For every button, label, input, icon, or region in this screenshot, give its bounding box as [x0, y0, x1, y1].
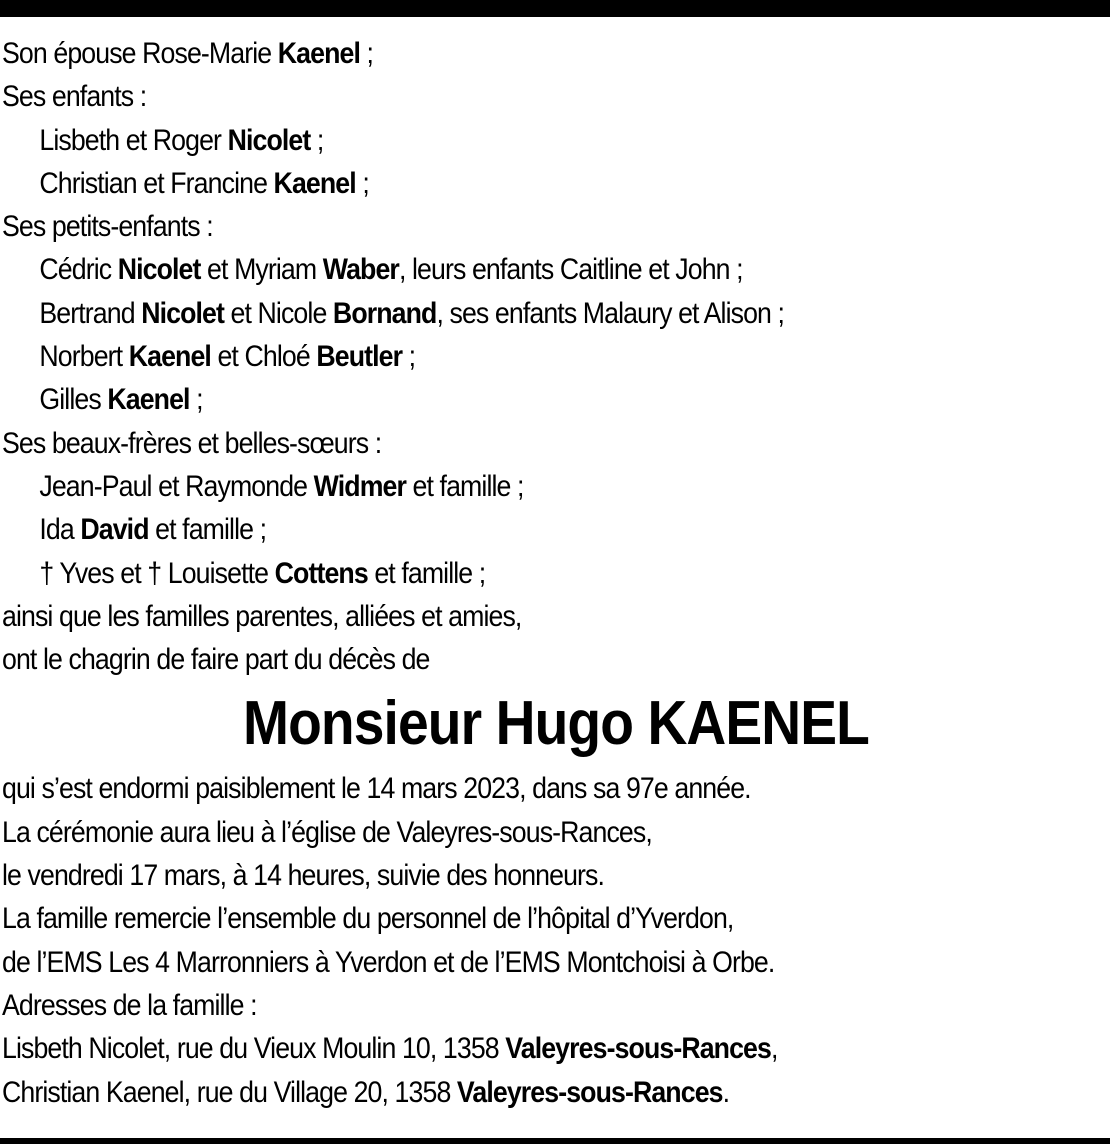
surname: Bornand	[332, 296, 437, 330]
grandchild-line	[2, 378, 1106, 421]
detail-line: de l’EMS Les 4 Marronniers à Yverdon et de l’EMS Montchoisi à Orbe.	[2, 945, 775, 979]
surname: Kaenel	[277, 37, 361, 70]
surname: David	[80, 513, 149, 547]
inlaw-line	[2, 465, 1106, 508]
text: ,	[770, 1032, 778, 1066]
grandchild-line	[2, 248, 1106, 291]
surname: Waber	[322, 253, 399, 287]
text: Christian et Francine	[39, 166, 274, 200]
text: ;	[355, 166, 369, 200]
surname: Beutler	[316, 340, 403, 374]
inlaw-line	[2, 552, 1106, 595]
spouse-line	[2, 32, 1106, 75]
grandchild-line	[2, 335, 1106, 378]
obituary-notice	[2, 32, 1106, 1114]
detail-line: La famille remercie l’ensemble du personnel de l’hôpital d’Yverdon,	[2, 902, 734, 936]
detail-line: Adresses de la famille :	[2, 988, 257, 1022]
child-line	[2, 162, 1106, 205]
child-line	[2, 119, 1106, 162]
text: et Nicole	[223, 296, 333, 330]
grandchildren-label: Ses petits-enfants :	[2, 210, 213, 244]
detail-line: La cérémonie aura lieu à l’église de Valeyres-sous-Rances,	[2, 815, 652, 849]
text: Christian Kaenel, rue du Village 20, 1358	[2, 1075, 457, 1109]
detail-line: le vendredi 17 mars, à 14 heures, suivie des honneurs.	[2, 859, 605, 893]
bottom-rule	[0, 1138, 1110, 1144]
closing-line: ainsi que les familles parentes, alliées et amies,	[2, 599, 522, 633]
address-line	[2, 1027, 1106, 1070]
surname: Kaenel	[107, 383, 190, 417]
text: ;	[310, 123, 324, 157]
text: , leurs enfants Caitline et John ;	[398, 253, 743, 287]
surname: Nicolet	[227, 123, 311, 157]
text: et famille ;	[406, 469, 524, 503]
surname: Nicolet	[117, 253, 201, 287]
locality: Valeyres-sous-Rances	[505, 1032, 771, 1066]
text: † Yves et † Louisette	[39, 556, 275, 590]
top-rule	[0, 0, 1110, 17]
text: et Chloé	[210, 340, 317, 374]
text: Bertrand	[39, 296, 142, 330]
surname: Kaenel	[128, 340, 211, 374]
grandchild-line	[2, 292, 1106, 335]
text: Cédric	[39, 253, 118, 287]
text: ;	[402, 340, 416, 374]
surname: Kaenel	[273, 166, 356, 200]
text: ;	[189, 383, 203, 417]
text: Son épouse Rose-Marie	[2, 37, 278, 70]
inlaws-label: Ses beaux-frères et belles-sœurs :	[2, 426, 382, 460]
surname: Cottens	[274, 556, 368, 590]
inlaw-line	[2, 508, 1106, 551]
locality: Valeyres-sous-Rances	[456, 1075, 723, 1109]
surname: Nicolet	[141, 296, 224, 330]
text: Lisbeth Nicolet, rue du Vieux Moulin 10, 1358	[2, 1032, 506, 1066]
detail-line: qui s’est endormi paisiblement le 14 mars 2023, dans sa 97e année.	[2, 772, 751, 806]
text: .	[722, 1075, 730, 1109]
text: Ida	[39, 513, 81, 547]
surname: Widmer	[313, 469, 407, 503]
children-label: Ses enfants :	[2, 80, 147, 114]
text: Norbert	[39, 340, 129, 374]
text: Lisbeth et Roger	[39, 123, 228, 157]
deceased-name: Monsieur Hugo KAENEL	[243, 689, 869, 759]
text: et famille ;	[148, 513, 267, 547]
address-line	[2, 1071, 1106, 1114]
closing-line: ont le chagrin de faire part du décès de	[2, 643, 430, 677]
text: Gilles	[39, 383, 108, 417]
text: , ses enfants Malaury et Alison ;	[436, 296, 785, 330]
text: ;	[360, 37, 374, 70]
text: et Myriam	[200, 253, 323, 287]
text: Jean-Paul et Raymonde	[39, 469, 314, 503]
text: et famille ;	[367, 556, 486, 590]
